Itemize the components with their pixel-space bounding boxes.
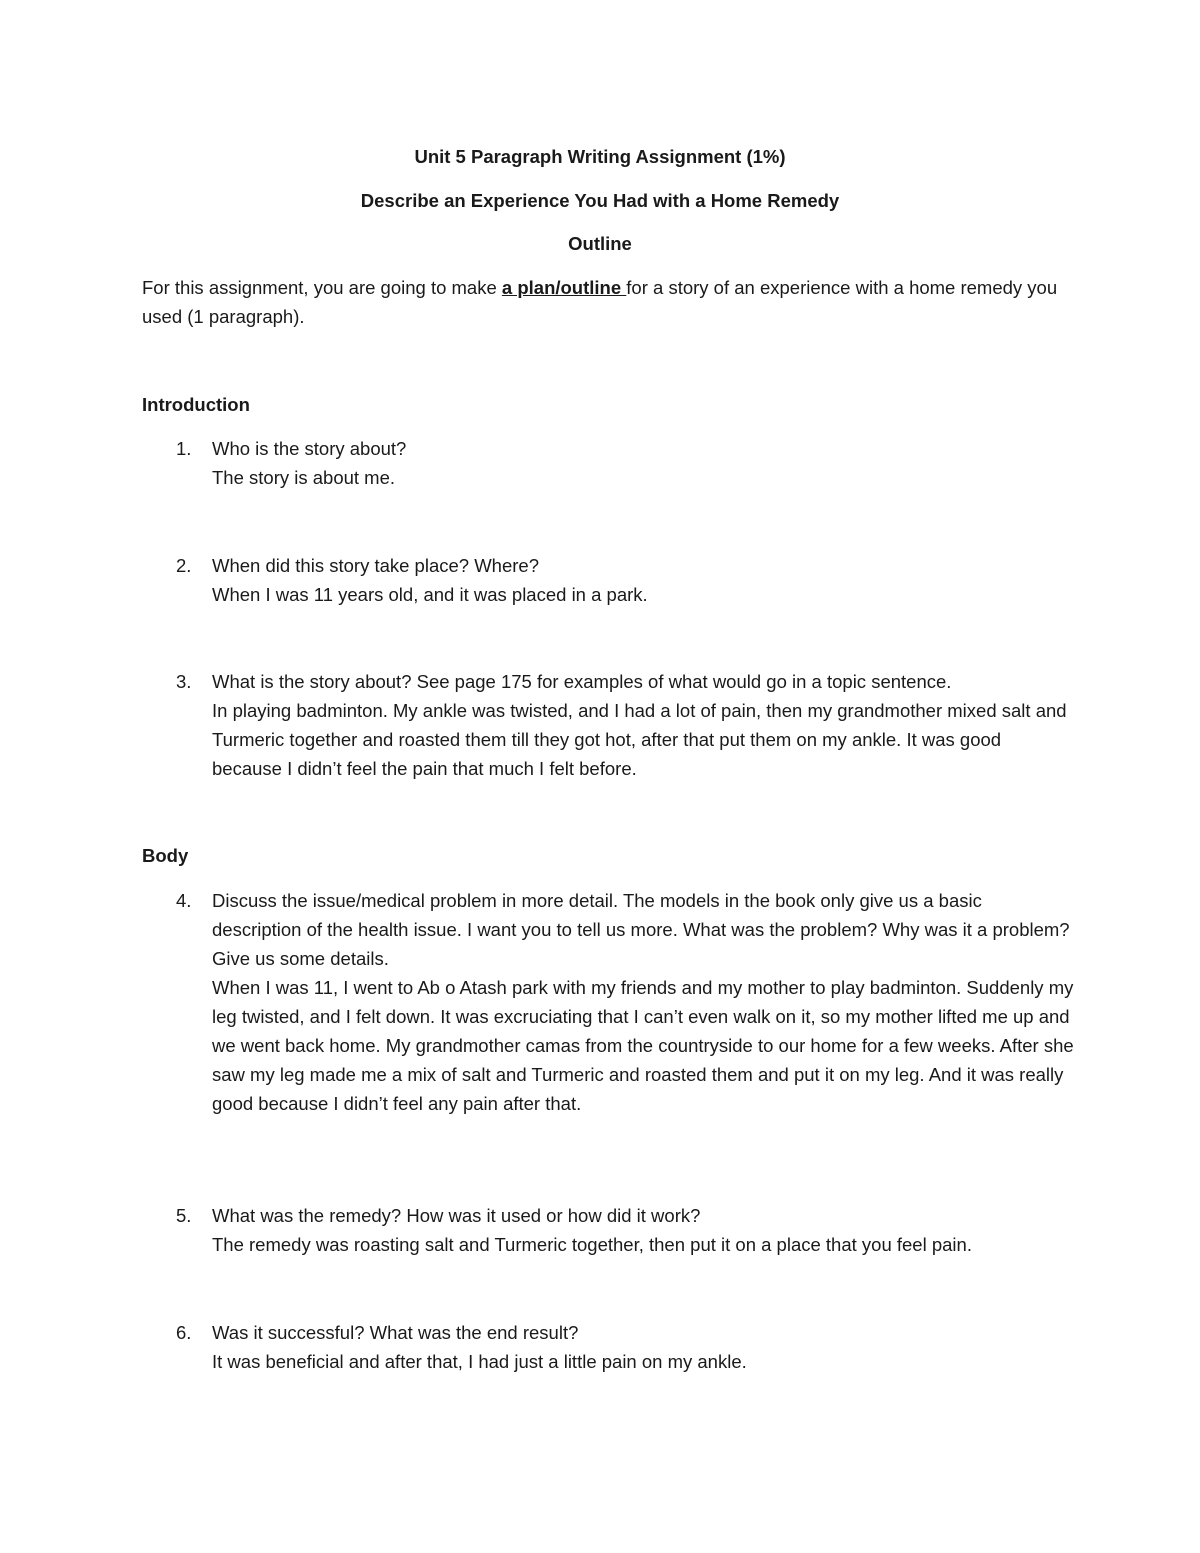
item-number: 1. bbox=[176, 438, 192, 459]
item-answer: It was beneficial and after that, I had just a little pain on my ankle. bbox=[212, 1351, 747, 1372]
item-question: When did this story take place? Where? bbox=[212, 555, 539, 576]
outline-item bbox=[176, 1318, 1076, 1376]
item-number: 2. bbox=[176, 555, 192, 576]
item-answer: In playing badminton. My ankle was twisted, and I had a lot of pain, then my grandmother mixed salt and Turmeric together and roasted them till they got hot, after that put them on my ankle. It was good because I didn’t feel the pain that much I felt before. bbox=[212, 700, 1067, 779]
item-answer: The story is about me. bbox=[212, 467, 396, 488]
section-heading-introduction: Introduction bbox=[142, 394, 250, 415]
item-question: Was it successful? What was the end result? bbox=[212, 1322, 579, 1343]
instructions-text-before: For this assignment, you are going to make bbox=[142, 277, 502, 298]
section-heading-body: Body bbox=[142, 845, 189, 866]
item-number: 6. bbox=[176, 1322, 192, 1343]
item-answer: When I was 11, I went to Ab o Atash park with my friends and my mother to play badminton. Suddenly my leg twisted, and I felt down. It was excruciating that I can’t even walk on it, so my mother lifted me up and we went back home. My grandmother camas from the countryside to our home for a few weeks. After she saw my leg made me a mix of salt and Turmeric and roasted them and put it on my leg. And it was really good because I didn’t feel any pain after that. bbox=[212, 977, 1074, 1114]
outline-item bbox=[176, 551, 1076, 609]
outline-item bbox=[176, 886, 1076, 1118]
item-question: What was the remedy? How was it used or how did it work? bbox=[212, 1205, 701, 1226]
page-title: Unit 5 Paragraph Writing Assignment (1%) bbox=[414, 146, 786, 167]
item-question: What is the story about? See page 175 for examples of what would go in a topic sentence. bbox=[212, 671, 952, 692]
item-number: 5. bbox=[176, 1205, 192, 1226]
outline-label: Outline bbox=[568, 233, 632, 254]
instructions-paragraph bbox=[142, 273, 1072, 331]
item-number: 4. bbox=[176, 890, 192, 911]
item-number: 3. bbox=[176, 671, 192, 692]
instructions-emphasis: a plan/outline bbox=[501, 277, 627, 298]
item-answer: When I was 11 years old, and it was placed in a park. bbox=[212, 584, 648, 605]
item-question: Who is the story about? bbox=[212, 438, 407, 459]
item-question: Discuss the issue/medical problem in more detail. The models in the book only give us a basic description of the health issue. I want you to tell us more. What was the problem? Why was it a problem? Give us some details. bbox=[212, 890, 1070, 969]
instructions-text-after: for a story of an experience with a home remedy you used (1 paragraph). bbox=[142, 277, 1058, 327]
page-subtitle: Describe an Experience You Had with a Home Remedy bbox=[360, 190, 840, 211]
item-answer: The remedy was roasting salt and Turmeric together, then put it on a place that you feel pain. bbox=[212, 1234, 972, 1255]
outline-item bbox=[176, 667, 1076, 783]
outline-item bbox=[176, 434, 1076, 492]
outline-item bbox=[176, 1201, 1076, 1259]
